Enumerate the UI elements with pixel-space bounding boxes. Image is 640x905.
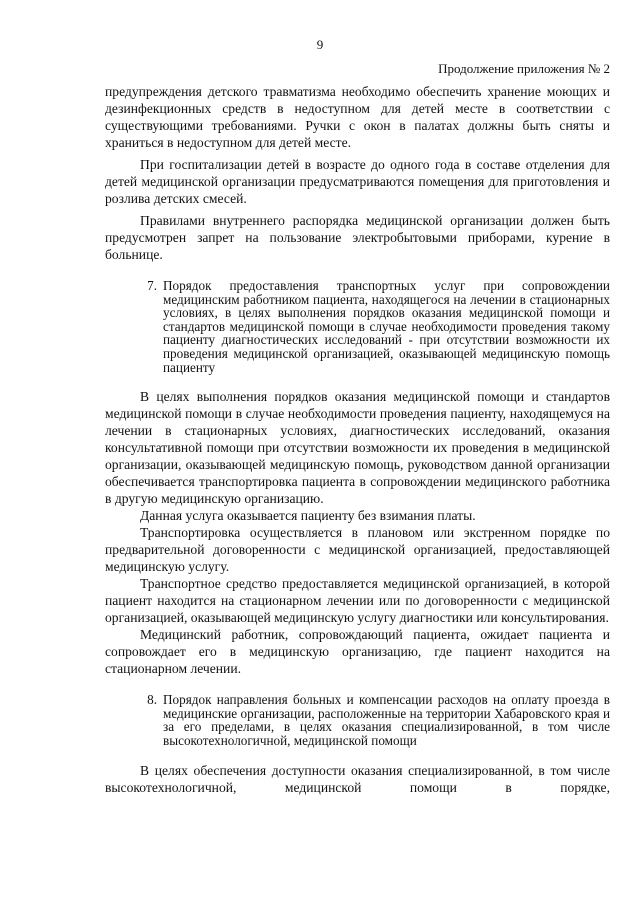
paragraph: В целях обеспечения доступности оказания специализированной, в том числе высокотехнологичной, медицинской помощи в порядке, [105,762,610,795]
section-title: Порядок направления больных и компенсации расходов на оплату проезда в медицинские организации, расположенные на территории Хабаровского края и за его пределами, в целях оказания специализированной, в том числе высокотехнологичной, медицинской помощи [163,692,610,748]
section-number: 8. [147,692,157,708]
section-8-heading [105,693,610,747]
paragraph: Данная услуга оказывается пациенту без взимания платы. [140,508,476,524]
paragraph: Транспортное средство предоставляется медицинской организацией, в которой пациент находится на стационарном лечении или по договоренности с медицинской организацией, оказывающей медицинскую услугу диагностики или консультирования. [105,576,610,626]
appendix-continuation-note: Продолжение приложения № 2 [438,61,610,76]
page-number: 9 [316,37,324,52]
document-body [105,83,610,796]
section-7-heading [105,279,610,374]
section-number: 7. [147,278,157,293]
paragraph: предупреждения детского травматизма необходимо обеспечить хранение моющих и дезинфекционных средств в недоступном для детей месте в соответствии с существующими требованиями. Ручки с окон в палатах должны быть сняты и храниться в недоступном для детей месте. [105,84,610,150]
paragraph: Медицинский работник, сопровождающий пациента, ожидает пациента и сопровождает его в медицинскую организацию, где пациент находится на стационарном лечении. [105,627,610,677]
paragraph: Правилами внутреннего распорядка медицинской организации должен быть предусмотрен запрет на пользование электробытовыми приборами, курение в больнице. [105,213,610,262]
paragraph: При госпитализации детей в возрасте до одного года в составе отделения для детей медицинской организации предусматриваются помещения для приготовления и розлива детских смесей. [105,157,610,206]
section-title: Порядок предоставления транспортных услуг при сопровождении медицинским работником пациента, находящегося на лечении в стационарных условиях, в целях выполнения порядков оказания медицинской помощи и стандартов медицинской помощи в случае необходимости проведения такому пациенту диагностических исследований - при отсутствии возможности их проведения медицинской организацией, оказывающей медицинскую помощь пациенту [163,278,610,375]
paragraph: В целях выполнения порядков оказания медицинской помощи и стандартов медицинской помощи в случае необходимости проведения пациенту, находящемуся на лечении в стационарных условиях, диагностических исследований, оказания консультативной помощи при отсутствии возможности их проведения в медицинской организации, оказывающей медицинскую помощь, руководством данной организации обеспечивается транспортировка пациента в сопровождении медицинского работника в другую медицинскую организацию. [105,389,610,507]
paragraph: Транспортировка осуществляется в плановом или экстренном порядке по предварительной договоренности с медицинской организацией, предоставляющей медицинскую услугу. [105,525,610,575]
